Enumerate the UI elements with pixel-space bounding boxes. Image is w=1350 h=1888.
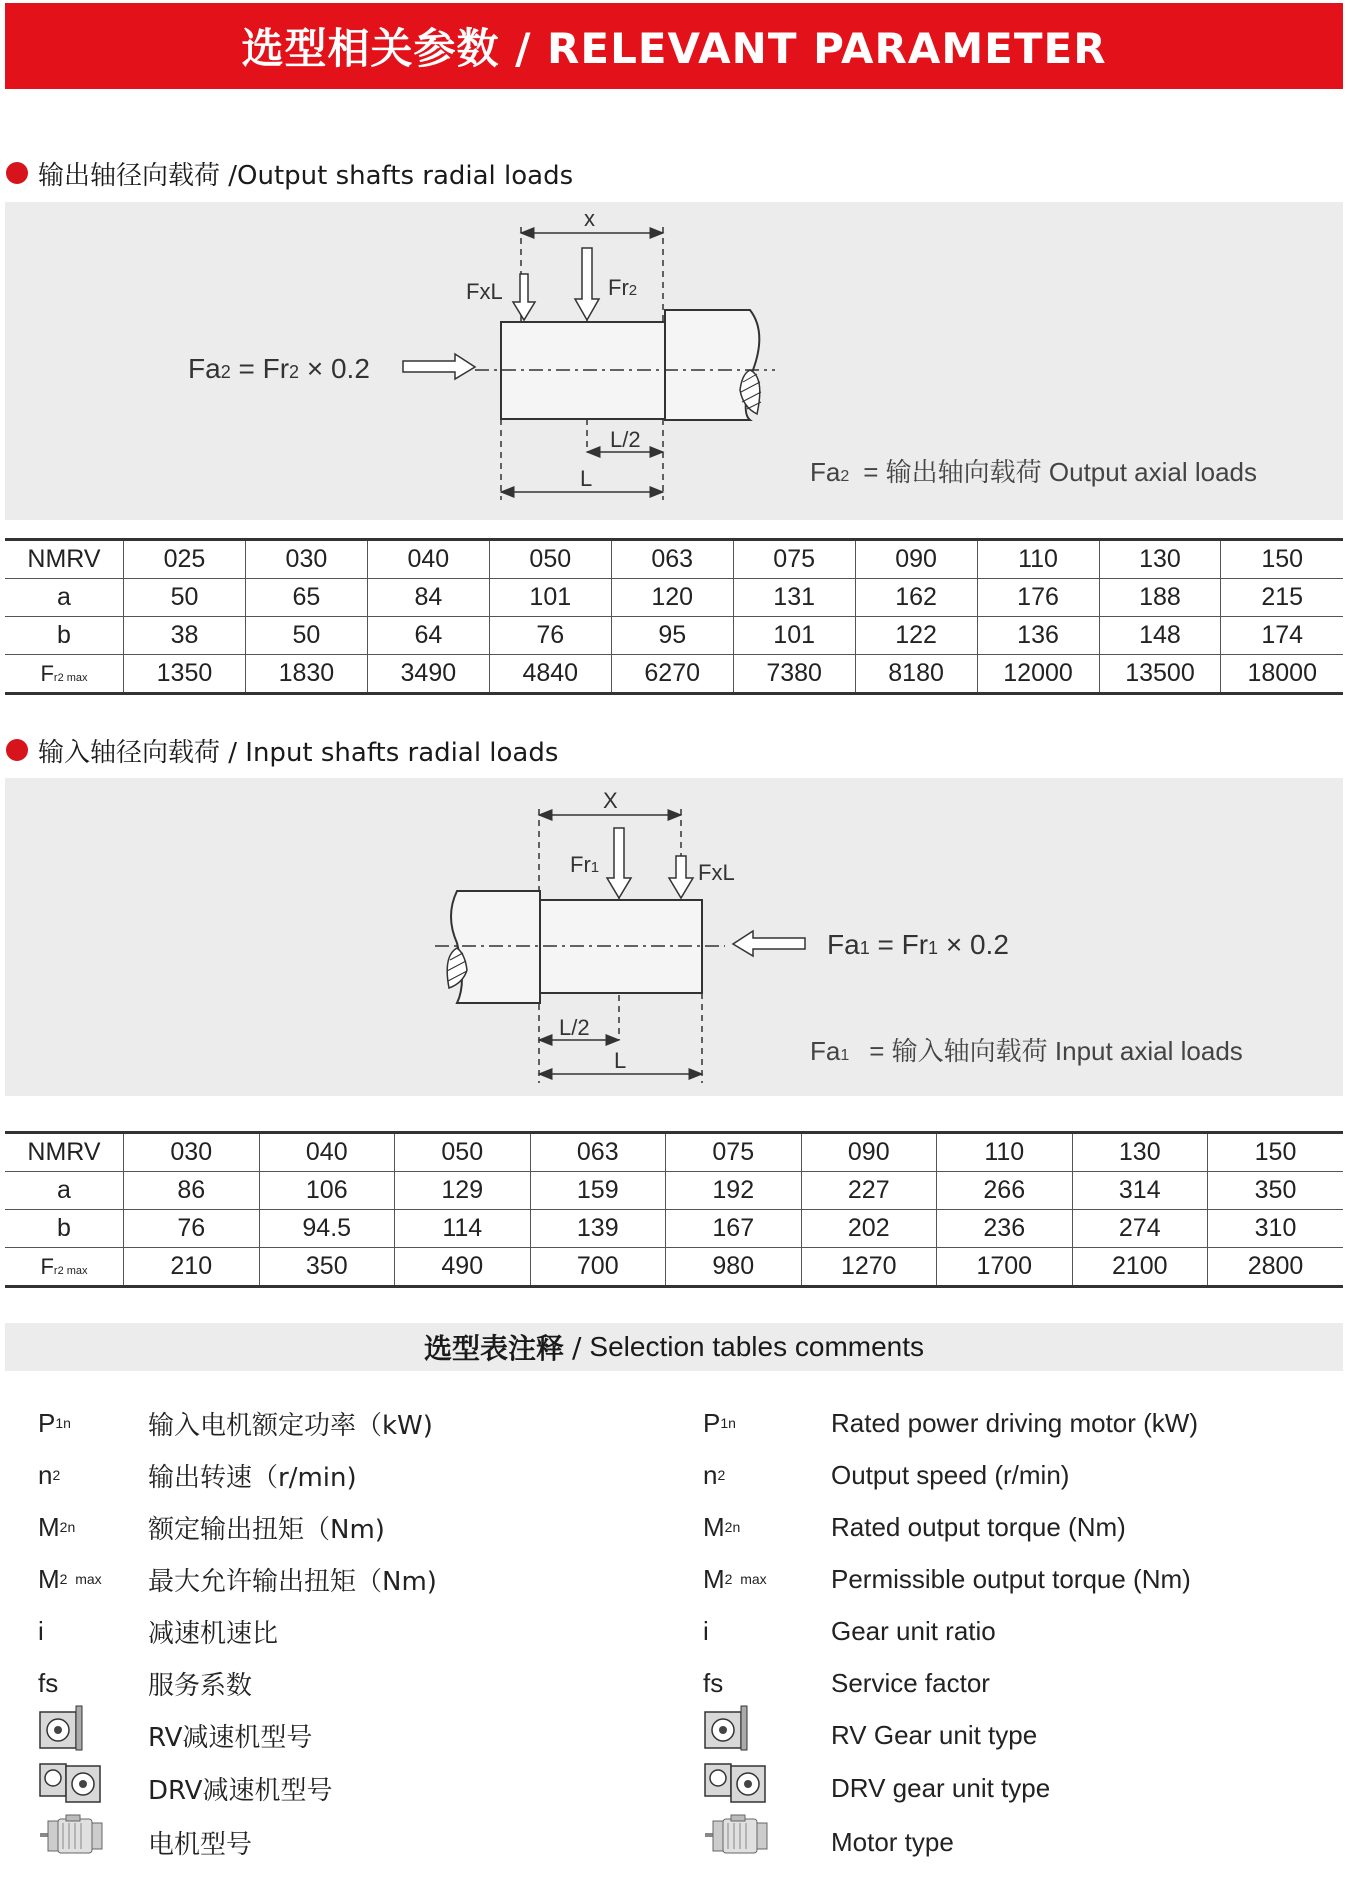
table-cell: 6270 — [611, 655, 733, 694]
output-section-title — [6, 153, 573, 193]
table-cell: a — [5, 1172, 124, 1210]
table-cell: 1700 — [937, 1248, 1073, 1287]
table-cell: 150 — [1221, 540, 1343, 579]
table-cell: 64 — [367, 617, 489, 655]
comment-desc-cn-text: RV减速机型号 — [148, 1722, 313, 1753]
table-cell: 090 — [801, 1133, 937, 1172]
motor-icon — [38, 1816, 104, 1856]
axial-load-arrow-icon — [733, 931, 805, 956]
table-cell: 1270 — [801, 1248, 937, 1287]
table-cell: 040 — [367, 540, 489, 579]
table-row — [5, 617, 1343, 655]
table-cell: b — [5, 617, 124, 655]
symbol-sub: 2 max — [724, 1571, 767, 1587]
comment-symbol — [703, 1559, 767, 1599]
table-cell: 314 — [1072, 1172, 1208, 1210]
comment-desc-en — [831, 1559, 1191, 1599]
table-cell: 030 — [124, 1133, 260, 1172]
table-cell: 120 — [611, 579, 733, 617]
symbol-main: i — [703, 1615, 709, 1646]
table-cell: 350 — [1208, 1172, 1344, 1210]
banner-title: 选型相关参数 / RELEVANT PARAMETER — [241, 24, 1107, 73]
table-cell: 114 — [395, 1210, 531, 1248]
table-cell: NMRV — [5, 540, 124, 579]
comment-desc-cn — [148, 1611, 278, 1651]
comment-symbol — [38, 1663, 58, 1703]
motor-housing — [451, 891, 540, 1003]
comment-desc-cn — [148, 1663, 252, 1703]
symbol-sub: 1n — [720, 1415, 736, 1431]
comment-symbol — [38, 1559, 102, 1599]
comment-desc-en — [831, 1455, 1069, 1495]
fr2-label: Fr2 — [608, 275, 638, 300]
table-cell: 18000 — [1221, 655, 1343, 694]
comment-symbol — [703, 1455, 725, 1495]
comment-desc-cn — [148, 1403, 433, 1443]
rv-gearbox-icon — [703, 1709, 749, 1749]
output-load-table — [5, 538, 1343, 695]
input-load-table — [5, 1131, 1343, 1288]
comment-desc-cn-text: 减速机速比 — [148, 1618, 279, 1649]
table-cell: 130 — [1099, 540, 1221, 579]
input-section-label: 输入轴径向载荷 / Input shafts radial loads — [38, 737, 559, 768]
table-cell: 131 — [733, 579, 855, 617]
comment-desc-cn — [148, 1455, 357, 1495]
table-cell: 130 — [1072, 1133, 1208, 1172]
bullet-dot-icon — [6, 162, 28, 184]
symbol-main: P — [703, 1407, 721, 1438]
motor-icon — [703, 1816, 769, 1856]
table-cell: 063 — [611, 540, 733, 579]
symbol-sub: 2 max — [59, 1571, 102, 1587]
table-cell: 12000 — [977, 655, 1099, 694]
symbol-main: M — [703, 1563, 725, 1594]
table-cell: 139 — [530, 1210, 666, 1248]
comment-desc-en-text: DRV gear unit type — [831, 1772, 1051, 1803]
comment-desc-cn-text: 额定输出扭矩（Nm) — [148, 1514, 385, 1545]
table-cell: 050 — [489, 540, 611, 579]
table-cell: 129 — [395, 1172, 531, 1210]
fxl-arrow-icon — [513, 274, 535, 320]
table-cell: 090 — [855, 540, 977, 579]
symbol-main: M — [703, 1511, 725, 1542]
table-cell: 2800 — [1208, 1248, 1344, 1287]
table-cell-fr-label: Fr2 max — [5, 655, 124, 694]
table-cell: 167 — [666, 1210, 802, 1248]
rv-gearbox-icon — [38, 1709, 84, 1749]
symbol-main: n — [38, 1459, 53, 1490]
table-cell: 159 — [530, 1172, 666, 1210]
table-cell: 136 — [977, 617, 1099, 655]
table-cell: 65 — [245, 579, 367, 617]
table-cell: 1830 — [245, 655, 367, 694]
table-cell: 236 — [937, 1210, 1073, 1248]
comment-desc-en — [831, 1611, 996, 1651]
symbol-main: n — [703, 1459, 718, 1490]
comment-desc-en — [831, 1663, 990, 1703]
table-cell: 192 — [666, 1172, 802, 1210]
comments-title-en: Selection tables comments — [589, 1331, 925, 1362]
comment-desc-cn-text: 输出转速（r/min) — [148, 1462, 357, 1493]
comment-desc-cn — [148, 1822, 252, 1862]
comments-header — [5, 1323, 1343, 1371]
table-cell: 13500 — [1099, 655, 1221, 694]
table-cell: 3490 — [367, 655, 489, 694]
page-banner — [5, 3, 1343, 89]
table-cell: 075 — [733, 540, 855, 579]
comment-desc-en-text: Output speed (r/min) — [831, 1459, 1070, 1490]
symbol-main: fs — [38, 1667, 59, 1698]
comment-desc-cn-text: DRV减速机型号 — [148, 1775, 333, 1806]
comment-desc-en-text: Motor type — [831, 1826, 954, 1857]
symbol-sub: 2n — [59, 1519, 76, 1535]
table-cell: 7380 — [733, 655, 855, 694]
table-cell: 174 — [1221, 617, 1343, 655]
symbol-main: fs — [703, 1667, 724, 1698]
comment-desc-en — [831, 1822, 954, 1862]
table-cell: 700 — [530, 1248, 666, 1287]
table-row — [5, 655, 1343, 694]
comment-symbol — [703, 1663, 723, 1703]
comment-desc-en — [831, 1403, 1198, 1443]
table-cell: 101 — [733, 617, 855, 655]
table-cell: 110 — [937, 1133, 1073, 1172]
comment-symbol — [38, 1611, 44, 1651]
table-cell: 310 — [1208, 1210, 1344, 1248]
comments-title-sep: / — [571, 1330, 582, 1364]
fr1-label: Fr1 — [570, 852, 600, 877]
table-cell: 350 — [259, 1248, 395, 1287]
x-label: x — [584, 206, 595, 231]
table-cell: 980 — [666, 1248, 802, 1287]
table-row — [5, 540, 1343, 579]
input-axial-legend: Fa1 = 输入轴向载荷 Input axial loads — [810, 1036, 1243, 1066]
table-row — [5, 579, 1343, 617]
output-formula: Fa2 = Fr2 × 0.2 — [188, 353, 370, 384]
table-row — [5, 1133, 1343, 1172]
table-cell: 202 — [801, 1210, 937, 1248]
comment-desc-cn-text: 输入电机额定功率（kW) — [148, 1410, 433, 1441]
drv-gearbox-icon — [38, 1762, 104, 1802]
comment-symbol — [703, 1507, 740, 1547]
table-cell: 274 — [1072, 1210, 1208, 1248]
table-cell: 2100 — [1072, 1248, 1208, 1287]
comment-symbol — [703, 1403, 736, 1443]
table-cell: 76 — [489, 617, 611, 655]
table-cell: 38 — [124, 617, 246, 655]
table-cell: 188 — [1099, 579, 1221, 617]
input-shaft-diagram — [5, 778, 1343, 1096]
table-cell: 025 — [124, 540, 246, 579]
table-row — [5, 1172, 1343, 1210]
table-cell: 176 — [977, 579, 1099, 617]
output-section-label: 输出轴径向载荷 /Output shafts radial loads — [38, 160, 574, 191]
table-cell: 075 — [666, 1133, 802, 1172]
comment-desc-cn-text: 最大允许输出扭矩（Nm) — [148, 1566, 437, 1597]
table-cell: 215 — [1221, 579, 1343, 617]
table-cell: 050 — [395, 1133, 531, 1172]
output-shaft-diagram — [5, 202, 1343, 520]
comment-desc-en-text: RV Gear unit type — [831, 1719, 1038, 1750]
half-length-label: L/2 — [559, 1015, 590, 1040]
comments-title-cn: 选型表注释 — [423, 1332, 564, 1365]
input-section-title — [6, 730, 558, 770]
comment-desc-en — [831, 1507, 1126, 1547]
comment-symbol — [38, 1403, 71, 1443]
comment-desc-en-text: Rated output torque (Nm) — [831, 1511, 1126, 1542]
comment-desc-cn-text: 电机型号 — [148, 1829, 253, 1860]
comment-desc-cn — [148, 1507, 385, 1547]
table-cell: 101 — [489, 579, 611, 617]
bullet-dot-icon — [6, 739, 28, 761]
table-cell: 76 — [124, 1210, 260, 1248]
table-cell: 84 — [367, 579, 489, 617]
fxl-label: FxL — [466, 279, 503, 304]
table-cell: 110 — [977, 540, 1099, 579]
table-cell: 030 — [245, 540, 367, 579]
table-row — [5, 1210, 1343, 1248]
comment-desc-en-text: Permissible output torque (Nm) — [831, 1563, 1191, 1594]
table-cell: 50 — [124, 579, 246, 617]
symbol-main: P — [38, 1407, 56, 1438]
table-cell: 063 — [530, 1133, 666, 1172]
table-cell: 50 — [245, 617, 367, 655]
table-cell: 150 — [1208, 1133, 1344, 1172]
comment-desc-cn — [148, 1768, 332, 1808]
input-formula: Fa1 = Fr1 × 0.2 — [827, 929, 1009, 960]
fr2-arrow-icon — [575, 248, 599, 320]
table-cell: 8180 — [855, 655, 977, 694]
drv-gearbox-icon — [703, 1762, 769, 1802]
symbol-main: M — [38, 1511, 60, 1542]
output-axial-legend: Fa2 = 输出轴向载荷 Output axial loads — [810, 457, 1258, 487]
table-cell: 162 — [855, 579, 977, 617]
comment-desc-en — [831, 1768, 1050, 1808]
table-cell: 266 — [937, 1172, 1073, 1210]
comment-desc-en-text: Gear unit ratio — [831, 1615, 996, 1646]
comment-symbol — [38, 1455, 60, 1495]
symbol-sub: 2n — [724, 1519, 741, 1535]
input-shaft-drawing — [5, 778, 1343, 1096]
table-cell: 227 — [801, 1172, 937, 1210]
comment-desc-en-text: Rated power driving motor (kW) — [831, 1407, 1198, 1438]
table-cell: 1350 — [124, 655, 246, 694]
table-cell: 4840 — [489, 655, 611, 694]
table-cell: a — [5, 579, 124, 617]
fr1-arrow-icon — [607, 828, 631, 898]
comment-desc-en — [831, 1715, 1037, 1755]
length-label: L — [580, 466, 593, 491]
fxl-arrow-icon — [669, 856, 693, 898]
half-length-label: L/2 — [610, 427, 641, 452]
fxl-label: FxL — [698, 860, 735, 885]
x-label: X — [603, 788, 618, 813]
symbol-sub: 2 — [52, 1467, 61, 1483]
table-cell: 95 — [611, 617, 733, 655]
table-cell: 210 — [124, 1248, 260, 1287]
table-cell: 106 — [259, 1172, 395, 1210]
table-cell: 86 — [124, 1172, 260, 1210]
comment-desc-en-text: Service factor — [831, 1667, 990, 1698]
symbol-main: i — [38, 1615, 44, 1646]
table-cell: 490 — [395, 1248, 531, 1287]
output-shaft-drawing — [5, 202, 1343, 520]
symbol-main: M — [38, 1563, 60, 1594]
symbol-sub: 2 — [717, 1467, 726, 1483]
table-cell: 040 — [259, 1133, 395, 1172]
table-cell: NMRV — [5, 1133, 124, 1172]
axial-load-arrow-icon — [403, 354, 475, 379]
comment-desc-cn-text: 服务系数 — [148, 1670, 253, 1701]
comment-symbol — [703, 1611, 709, 1651]
table-cell: 122 — [855, 617, 977, 655]
table-cell: 94.5 — [259, 1210, 395, 1248]
comment-desc-cn — [148, 1715, 312, 1755]
table-row — [5, 1248, 1343, 1287]
table-cell-fr-label: Fr2 max — [5, 1248, 124, 1287]
table-cell: b — [5, 1210, 124, 1248]
comment-symbol — [38, 1507, 75, 1547]
symbol-sub: 1n — [55, 1415, 71, 1431]
table-cell: 148 — [1099, 617, 1221, 655]
comment-desc-cn — [148, 1559, 437, 1599]
length-label: L — [614, 1048, 627, 1073]
